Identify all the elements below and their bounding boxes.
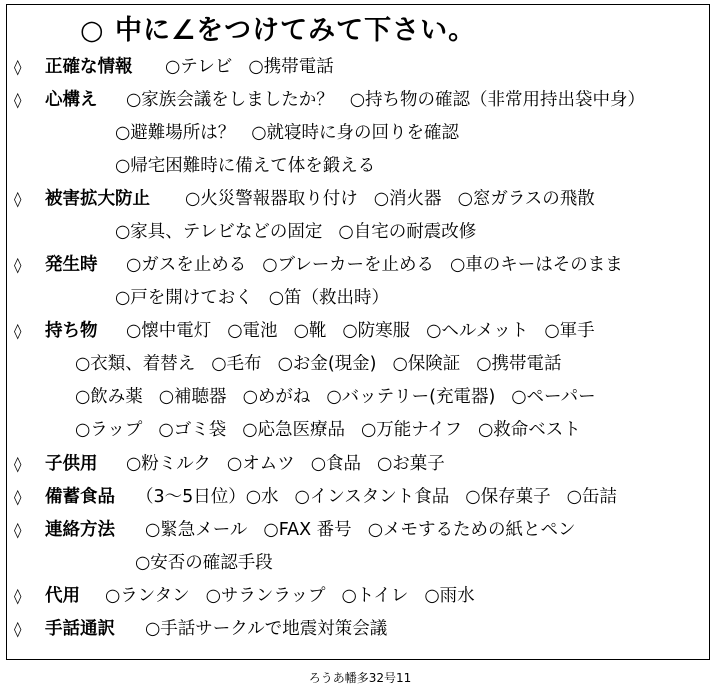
checklist-line <box>115 122 475 144</box>
checklist-item[interactable]: ○ブレーカーを止める <box>262 255 435 275</box>
footer-issue-label: ろうあ幡多32号11 <box>308 671 412 685</box>
checklist-item[interactable]: ○窓ガラスの飛散 <box>457 189 595 209</box>
checklist-item[interactable]: ○万能ナイフ <box>360 420 463 440</box>
bullet-icon: ◊ <box>14 190 22 208</box>
checklist-item[interactable]: ○食品 <box>310 454 361 474</box>
bullet-icon: ◊ <box>14 455 22 473</box>
category-label: 連絡方法 <box>45 520 115 540</box>
checklist-line <box>126 320 611 342</box>
checklist-item[interactable]: ○ラップ <box>75 420 143 440</box>
checklist-item[interactable]: ○応急医療品 <box>242 420 345 440</box>
checklist-line <box>115 155 391 177</box>
category-label: 備蓄食品 <box>45 487 115 507</box>
checklist-item[interactable]: ○お菓子 <box>376 454 445 474</box>
checklist-item[interactable]: ○メモするための紙とペン <box>367 520 576 540</box>
checklist-item[interactable]: ○バッテリー(充電器) <box>326 387 496 407</box>
checklist-item[interactable]: ○笛（救出時） <box>268 288 390 308</box>
checklist-item[interactable]: ○保存菓子 <box>465 487 551 507</box>
checklist-item[interactable]: ○靴 <box>293 321 327 341</box>
checklist-item[interactable]: ○救命ベスト <box>478 420 581 440</box>
checklist-item[interactable]: ○衣類、着替え <box>75 354 196 374</box>
checklist-item[interactable]: ○携帯電話 <box>248 57 334 77</box>
checklist-line <box>145 519 591 541</box>
checklist-item[interactable]: ○安否の確認手段 <box>135 553 273 573</box>
checklist-item[interactable]: ○手話サークルで地震対策会議 <box>145 619 388 639</box>
checklist-item[interactable]: ○保険証 <box>392 354 461 374</box>
category-label: 心構え <box>45 90 98 110</box>
checklist-item[interactable]: ○テレビ <box>165 57 233 77</box>
checklist-item[interactable]: ○インスタント食品 <box>294 487 450 507</box>
checklist-item[interactable]: ○ガスを止める <box>126 255 247 275</box>
checklist-item[interactable]: ○雨水 <box>424 586 475 606</box>
category-label: 代用 <box>45 586 80 606</box>
checklist-item[interactable]: （3～5日位）○水 <box>136 487 279 507</box>
page-title: ○ 中に∠をつけてみて下さい。 <box>80 15 477 46</box>
checklist-item[interactable]: ○ランタン <box>105 586 190 606</box>
checklist-line <box>75 353 578 375</box>
checklist-line <box>115 287 405 309</box>
checklist-item[interactable]: ○緊急メール <box>145 520 248 540</box>
checklist-item[interactable]: ○缶詰 <box>566 487 617 507</box>
checklist-item[interactable]: ○消火器 <box>373 189 442 209</box>
bullet-icon: ◊ <box>14 91 22 109</box>
bullet-icon: ◊ <box>14 58 22 76</box>
checklist-line <box>75 419 597 441</box>
bullet-icon: ◊ <box>14 521 22 539</box>
category-label: 持ち物 <box>45 321 98 341</box>
checklist-item[interactable]: ○オムツ <box>226 454 295 474</box>
checklist-item[interactable]: ○避難場所は？ <box>115 123 236 143</box>
checklist-item[interactable]: ○トイレ <box>341 586 409 606</box>
checklist-item[interactable]: ○ペーパー <box>511 387 596 407</box>
checklist-line <box>135 552 289 574</box>
category-label: 正確な情報 <box>45 57 133 77</box>
bullet-icon: ◊ <box>14 488 22 506</box>
checklist-item[interactable]: ○毛布 <box>211 354 262 374</box>
category-label: 手話通訳 <box>45 619 115 639</box>
checklist-item[interactable]: ○お金(現金) <box>277 354 377 374</box>
checklist-item[interactable]: ○戸を開けておく <box>115 288 253 308</box>
checklist-item[interactable]: ○車のキーはそのまま <box>450 255 623 275</box>
checklist-item[interactable]: ○電池 <box>227 321 278 341</box>
checklist-item[interactable]: ○FAX 番号 <box>263 520 352 540</box>
checklist-item[interactable]: ○家具、テレビなどの固定 <box>115 222 323 242</box>
checklist-item[interactable]: ○懐中電灯 <box>126 321 212 341</box>
bullet-icon: ◊ <box>14 322 22 340</box>
checklist-line <box>165 56 350 78</box>
category-label: 発生時 <box>45 255 98 275</box>
checklist-line <box>105 585 491 607</box>
checklist-item[interactable]: ○補聴器 <box>158 387 227 407</box>
checklist-line <box>126 89 661 111</box>
checklist-item[interactable]: ○ヘルメット <box>426 321 529 341</box>
checklist-item[interactable]: ○持ち物の確認（非常用持出袋中身） <box>349 90 646 110</box>
category-label: 被害拡大防止 <box>45 189 150 209</box>
bullet-icon: ◊ <box>14 256 22 274</box>
checklist-item[interactable]: ○火災警報器取り付け <box>185 189 358 209</box>
checklist-item[interactable]: ○携帯電話 <box>476 354 562 374</box>
checklist-line <box>185 188 611 210</box>
category-label: 子供用 <box>45 454 98 474</box>
checklist-item[interactable]: ○家族会議をしましたか？ <box>126 90 334 110</box>
checklist-line <box>75 386 612 408</box>
bullet-icon: ◊ <box>14 587 22 605</box>
checklist-item[interactable]: ○就寝時に身の回りを確認 <box>251 123 460 143</box>
bullet-icon: ◊ <box>14 620 22 638</box>
checklist-item[interactable]: ○サランラップ <box>205 586 326 606</box>
checklist-item[interactable]: ○防寒服 <box>342 321 411 341</box>
checklist-line <box>126 254 639 276</box>
checklist-item[interactable]: ○帰宅困難時に備えて体を鍛える <box>115 156 376 176</box>
checklist-line <box>136 486 633 508</box>
checklist-item[interactable]: ○粉ミルク <box>126 454 211 474</box>
checklist-item[interactable]: ○飲み薬 <box>75 387 143 407</box>
checklist-item[interactable]: ○めがね <box>242 387 311 407</box>
checklist-line <box>126 453 461 475</box>
checklist-item[interactable]: ○ゴミ袋 <box>158 420 227 440</box>
checklist-item[interactable]: ○自宅の耐震改修 <box>338 222 477 242</box>
checklist-item[interactable]: ○軍手 <box>544 321 595 341</box>
checklist-line <box>145 618 403 640</box>
checklist-line <box>115 221 492 243</box>
